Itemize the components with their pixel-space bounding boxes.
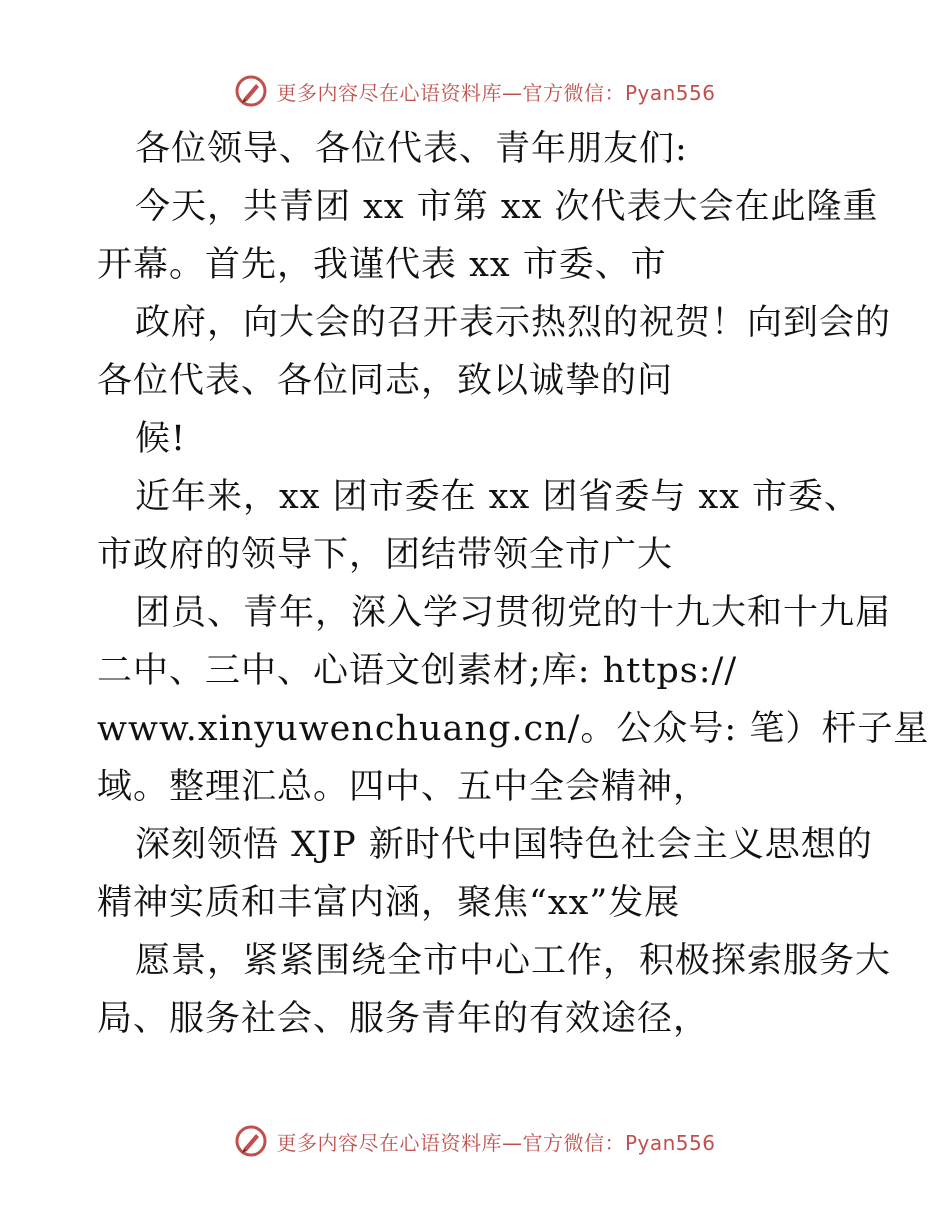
text-line: 局、服务社会、服务青年的有效途径， — [97, 999, 710, 1039]
text-line: www.xinyuwenchuang.cn/。公众号: 笔）杆子星 — [97, 709, 930, 749]
text-line: 深刻领悟 XJP 新时代中国特色社会主义思想的 — [135, 825, 873, 865]
banner-brand: 更多内容尽在心语资料库 — [276, 1130, 502, 1155]
text-line: 政府，向大会的召开表示热烈的祝贺！向到会的 — [135, 303, 892, 343]
banner-contact: 官方微信：Pyan556 — [522, 1130, 716, 1155]
text-line: 开幕。首先，我谨代表 xx 市委、市 — [97, 245, 667, 285]
text-line: 各位领导、各位代表、青年朋友们: — [135, 129, 688, 169]
banner-text — [276, 77, 715, 106]
text-line: 市政府的领导下，团结带领全市广大 — [97, 535, 674, 575]
text-line: 候! — [135, 419, 187, 459]
banner-separator: — — [501, 1130, 523, 1155]
text-line: 愿景，紧紧围绕全市中心工作，积极探索服务大 — [135, 941, 892, 981]
header-banner — [0, 71, 950, 111]
footer-banner — [0, 1121, 950, 1161]
banner-separator: — — [501, 80, 523, 105]
pen-logo-icon — [234, 1124, 268, 1158]
text-line: 今天，共青团 xx 市第 xx 次代表大会在此隆重 — [135, 187, 879, 227]
text-line: 各位代表、各位同志，致以诚挚的问 — [97, 361, 674, 401]
document-body — [97, 120, 930, 1048]
text-line: 二中、三中、心语文创素材;库: https:// — [97, 651, 738, 691]
text-line: 域。整理汇总。四中、五中全会精神， — [97, 767, 710, 807]
text-line: 团员、青年，深入学习贯彻党的十九大和十九届 — [135, 593, 892, 633]
banner-text — [276, 1127, 715, 1156]
banner-contact: 官方微信：Pyan556 — [522, 80, 716, 105]
text-line: 近年来，xx 团市委在 xx 团省委与 xx 市委、 — [135, 477, 861, 517]
text-line: 精神实质和丰富内涵，聚焦“xx”发展 — [97, 883, 681, 923]
pen-logo-icon — [234, 74, 268, 108]
banner-brand: 更多内容尽在心语资料库 — [276, 80, 502, 105]
